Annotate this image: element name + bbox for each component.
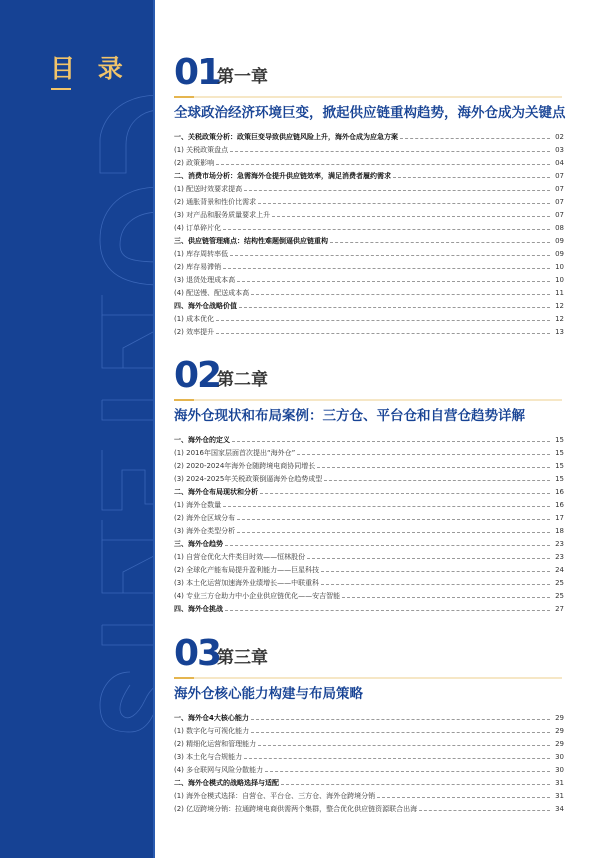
chapter-label: 第三章 — [217, 648, 268, 668]
toc-section-link[interactable] — [174, 710, 564, 723]
page-number: 07 — [555, 185, 564, 193]
toc-entry-label: (2) 通胀背景和性价比需求 — [174, 198, 257, 206]
toc-section-link[interactable] — [174, 168, 564, 181]
page-number: 29 — [555, 740, 564, 748]
toc-entry-label: (2) 精细化运营和管理能力 — [174, 740, 257, 748]
dot-leader — [237, 281, 550, 282]
toc-list — [174, 129, 564, 337]
page-number: 02 — [555, 133, 564, 141]
toc-entry-label: (2) 效率提升 — [174, 328, 215, 336]
toc-entry-label: 四、海外仓战略价值 — [174, 302, 237, 310]
dot-leader — [400, 138, 550, 139]
page-number: 07 — [555, 172, 564, 180]
toc-subsection-link[interactable] — [174, 549, 564, 562]
toc-entry-label: (2) 亿迈跨境分销：拉通跨境电商供需两个集群，整合优化供应链资源联合出海 — [174, 805, 418, 813]
page-number: 12 — [555, 315, 564, 323]
toc-subsection-link[interactable] — [174, 736, 564, 749]
toc-section-link[interactable] — [174, 775, 564, 788]
dot-leader — [317, 467, 550, 468]
page-number: 30 — [555, 766, 564, 774]
toc-entry-label: (4) 专业三方仓助力中小企业供应链优化——安吉智能 — [174, 592, 341, 600]
chapter-number: 03 — [174, 633, 221, 674]
dot-leader — [225, 545, 550, 546]
chapter-1 — [174, 54, 584, 337]
dot-leader — [272, 216, 550, 217]
sidebar-edge — [153, 0, 155, 858]
dot-leader — [225, 610, 550, 611]
toc-entry-label: (2) 海外仓区域分布 — [174, 514, 236, 522]
toc-section-link[interactable] — [174, 432, 564, 445]
page-number: 10 — [555, 263, 564, 271]
dot-leader — [419, 810, 550, 811]
page-number: 29 — [555, 714, 564, 722]
page-number: 17 — [555, 514, 564, 522]
toc-subsection-link[interactable] — [174, 801, 564, 814]
toc-entry-label: (3) 退货处理成本高 — [174, 276, 236, 284]
toc-subsection-link[interactable] — [174, 311, 564, 324]
toc-subsection-link[interactable] — [174, 246, 564, 259]
dot-leader — [297, 454, 550, 455]
toc-entry-label: (1) 关税政策盘点 — [174, 146, 229, 154]
toc-subsection-link[interactable] — [174, 181, 564, 194]
chapter-divider — [174, 399, 562, 401]
dot-leader — [377, 797, 550, 798]
dot-leader — [223, 268, 550, 269]
dot-leader — [230, 151, 550, 152]
chapter-header — [174, 635, 584, 673]
dot-leader — [230, 255, 550, 256]
toc-entry-label: (2) 库存易滞销 — [174, 263, 222, 271]
dot-leader — [232, 441, 550, 442]
chapter-subtitle: 海外仓核心能力构建与布局策略 — [174, 686, 363, 702]
toc-entry-label: (1) 海外仓数量 — [174, 501, 222, 509]
chapter-divider — [174, 96, 562, 98]
page-number: 23 — [555, 540, 564, 548]
toc-list — [174, 710, 564, 814]
toc-entry-label: (1) 库存周转率低 — [174, 250, 229, 258]
toc-section-link[interactable] — [174, 601, 564, 614]
toc-entry-label: (3) 本土化运营加速海外业绩增长——中联重科 — [174, 579, 320, 587]
toc-subsection-link[interactable] — [174, 272, 564, 285]
divider-accent — [174, 677, 194, 679]
dot-leader — [239, 307, 550, 308]
page-number: 31 — [555, 792, 564, 800]
divider-accent — [174, 399, 194, 401]
page-number: 12 — [555, 302, 564, 310]
page-number: 15 — [555, 462, 564, 470]
toc-entry-label: 二、海外仓模式的战略选择与适配 — [174, 779, 279, 787]
page-number: 11 — [555, 289, 564, 297]
title-underline — [51, 88, 71, 90]
page-number: 31 — [555, 779, 564, 787]
chapter-subtitle: 全球政治经济环境巨变，掀起供应链重构趋势，海外仓成为关键点 — [174, 105, 566, 121]
page-number: 07 — [555, 198, 564, 206]
toc-subsection-link[interactable] — [174, 285, 564, 298]
toc-entry-label: 一、海外仓的定义 — [174, 436, 230, 444]
toc-subsection-link[interactable] — [174, 562, 564, 575]
dot-leader — [251, 294, 550, 295]
dot-leader — [260, 493, 550, 494]
page-number: 10 — [555, 276, 564, 284]
chapter-header — [174, 357, 584, 395]
sidebar — [0, 0, 155, 858]
page-number: 15 — [555, 436, 564, 444]
dot-leader — [307, 558, 550, 559]
toc-subsection-link[interactable] — [174, 220, 564, 233]
toc-subsection-link[interactable] — [174, 142, 564, 155]
dot-leader — [237, 519, 550, 520]
toc-subsection-link[interactable] — [174, 155, 564, 168]
toc-entry-label: (2) 全球化产能布局提升盈利能力——巨星科技 — [174, 566, 320, 574]
page-number: 16 — [555, 501, 564, 509]
toc-subsection-link[interactable] — [174, 497, 564, 510]
toc-section-link[interactable] — [174, 233, 564, 246]
dot-leader — [265, 771, 550, 772]
toc-entry-label: 一、关税政策分析：政策巨变导致供应链风险上升，海外仓成为应急方案 — [174, 133, 398, 141]
page-number: 18 — [555, 527, 564, 535]
page-number: 27 — [555, 605, 564, 613]
toc-section-link[interactable] — [174, 129, 564, 142]
toc-subsection-link[interactable] — [174, 471, 564, 484]
toc-subsection-link[interactable] — [174, 762, 564, 775]
dot-leader — [258, 745, 550, 746]
page-number: 29 — [555, 727, 564, 735]
toc-entry-label: (3) 对产品和服务质量要求上升 — [174, 211, 271, 219]
toc-entry-label: (1) 2016年国家层面首次提出“海外仓” — [174, 449, 296, 457]
toc-subsection-link[interactable] — [174, 788, 564, 801]
page-number: 13 — [555, 328, 564, 336]
page-number: 15 — [555, 475, 564, 483]
page-number: 30 — [555, 753, 564, 761]
dot-leader — [393, 177, 550, 178]
contents-watermark — [50, 40, 155, 840]
page-number: 23 — [555, 553, 564, 561]
chapter-number: 02 — [174, 355, 221, 396]
toc-subsection-link[interactable] — [174, 207, 564, 220]
toc-entry-label: (1) 数字化与可视化能力 — [174, 727, 250, 735]
toc-entry-label: (1) 自营仓优化大件类目时效——恒林股份 — [174, 553, 306, 561]
page-number: 16 — [555, 488, 564, 496]
dot-leader — [216, 320, 550, 321]
toc-entry-label: (1) 成本优化 — [174, 315, 215, 323]
toc-entry-label: (3) 海外仓类型分析 — [174, 527, 236, 535]
toc-entry-label: (4) 订单碎片化 — [174, 224, 222, 232]
toc-subsection-link[interactable] — [174, 523, 564, 536]
toc-section-link[interactable] — [174, 298, 564, 311]
toc-entry-label: 一、海外仓4大核心能力 — [174, 714, 249, 722]
dot-leader — [251, 719, 550, 720]
page-number: 25 — [555, 592, 564, 600]
toc-subsection-link[interactable] — [174, 723, 564, 736]
dot-leader — [321, 584, 550, 585]
toc-subsection-link[interactable] — [174, 324, 564, 337]
toc-subsection-link[interactable] — [174, 588, 564, 601]
toc-entry-label: (1) 海外仓模式选择：自营仓、平台仓、三方仓、海外仓跨境分销 — [174, 792, 376, 800]
chapter-2 — [174, 357, 584, 614]
toc-entry-label: (3) 本土化与合规能力 — [174, 753, 243, 761]
dot-leader — [258, 203, 550, 204]
chapter-label: 第一章 — [217, 67, 268, 87]
page-number: 34 — [555, 805, 564, 813]
toc-title: 目 录 — [50, 54, 130, 83]
toc-subsection-link[interactable] — [174, 575, 564, 588]
page-number: 25 — [555, 579, 564, 587]
toc-section-link[interactable] — [174, 536, 564, 549]
toc-subsection-link[interactable] — [174, 445, 564, 458]
chapter-3 — [174, 635, 584, 814]
dot-leader — [216, 333, 550, 334]
page-number: 08 — [555, 224, 564, 232]
toc-entry-label: (1) 配送时效要求提高 — [174, 185, 243, 193]
page-number: 07 — [555, 211, 564, 219]
chapter-subtitle: 海外仓现状和布局案例：三方仓、平台仓和自营仓趋势详解 — [174, 408, 525, 424]
dot-leader — [281, 784, 550, 785]
dot-leader — [244, 758, 550, 759]
toc-entry-label: 四、海外仓挑战 — [174, 605, 223, 613]
toc-entry-label: (2) 2020-2024年海外仓随跨境电商协同增长 — [174, 462, 316, 470]
toc-section-link[interactable] — [174, 484, 564, 497]
chapter-label: 第二章 — [217, 370, 268, 390]
dot-leader — [223, 229, 550, 230]
toc-entry-label: (2) 政策影响 — [174, 159, 215, 167]
toc-entry-label: 二、消费市场分析：急需海外仓提升供应链效率，满足消费者履约需求 — [174, 172, 391, 180]
toc-entry-label: (4) 多仓联网与风险分散能力 — [174, 766, 264, 774]
toc-entry-label: 二、海外仓布局现状和分析 — [174, 488, 258, 496]
toc-subsection-link[interactable] — [174, 510, 564, 523]
divider-accent — [174, 96, 194, 98]
page-number: 09 — [555, 250, 564, 258]
toc-entry-label: (4) 配送慢、配送成本高 — [174, 289, 250, 297]
dot-leader — [244, 190, 550, 191]
toc-subsection-link[interactable] — [174, 458, 564, 471]
toc-entry-label: 三、供应链管理痛点：结构性难题倒逼供应链重构 — [174, 237, 328, 245]
page-number: 09 — [555, 237, 564, 245]
page-number: 04 — [555, 159, 564, 167]
page-number: 03 — [555, 146, 564, 154]
toc-entry-label: 三、海外仓趋势 — [174, 540, 223, 548]
dot-leader — [237, 532, 550, 533]
toc-entry-label: (3) 2024-2025年关税政策倒逼海外仓趋势成型 — [174, 475, 323, 483]
toc-subsection-link[interactable] — [174, 259, 564, 272]
dot-leader — [321, 571, 550, 572]
dot-leader — [251, 732, 550, 733]
page-number: 15 — [555, 449, 564, 457]
toc-subsection-link[interactable] — [174, 749, 564, 762]
dot-leader — [330, 242, 550, 243]
chapter-header — [174, 54, 584, 92]
dot-leader — [216, 164, 550, 165]
page-number: 24 — [555, 566, 564, 574]
chapter-number: 01 — [174, 52, 221, 93]
toc-subsection-link[interactable] — [174, 194, 564, 207]
toc-list — [174, 432, 564, 614]
chapter-divider — [174, 677, 562, 679]
dot-leader — [223, 506, 550, 507]
dot-leader — [342, 597, 550, 598]
dot-leader — [324, 480, 550, 481]
